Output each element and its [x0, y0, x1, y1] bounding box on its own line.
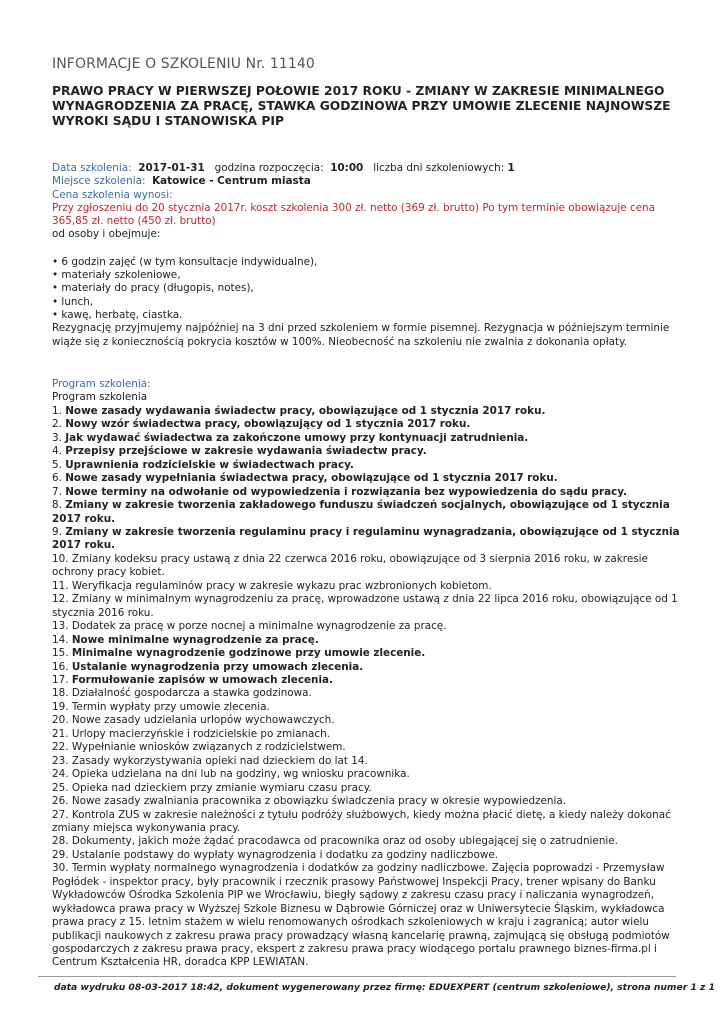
price-text: Przy zgłoszeniu do 20 stycznia 2017r. koszt szkolenia 300 zł. netto (369 zł. brutto) Po tym terminie obowiązuje cena 365,85 zł. netto (450 zł. brutto): [52, 201, 656, 228]
program-item-number: 5.: [52, 458, 62, 471]
program-item-number: 17.: [52, 673, 69, 686]
footer-divider: [38, 976, 676, 977]
includes-item: • 6 godzin zajęć (w tym konsultacje indywidualne),: [52, 255, 318, 268]
program-item-text: Kontrola ZUS w zakresie należności z tytułu podróży służbowych, kiedy można płacić dietę, a kiedy należy dokonać zmiany miejsca wykonywania pracy.: [52, 808, 671, 834]
program-section: [52, 378, 680, 970]
program-item: [52, 486, 680, 499]
program-item: [52, 593, 680, 620]
date-value: 2017-01-31: [138, 162, 205, 174]
program-item-text: Działalność gospodarcza a stawka godzinowa.: [71, 687, 312, 700]
program-item: [52, 728, 680, 741]
includes-item: • materiały szkoleniowe,: [52, 269, 181, 282]
start-value: 10:00: [330, 162, 364, 174]
course-title: PRAWO PRACY W PIERWSZEJ POŁOWIE 2017 ROKU - ZMIANY W ZAKRESIE MINIMALNEGO WYNAGRODZENIA ZA PRACĘ, STAWKA GODZINOWA PRZY UMOWIE ZLECENIE NAJNOWSZE WYROKI SĄDU I STANOWISKA PIP: [52, 84, 671, 128]
program-item-text: Zasady wykorzystywania opieki nad dzieckiem do lat 14.: [71, 754, 368, 767]
program-item-text: Zmiany w zakresie tworzenia regulaminu pracy i regulaminu wynagradzania, obowiązujące od 1 stycznia 2017 roku.: [52, 525, 680, 552]
includes-item: • materiały do pracy (długopis, notes),: [52, 282, 254, 295]
program-item: [52, 782, 680, 795]
program-item: [52, 714, 680, 727]
price-suffix: od osoby i obejmuje:: [52, 228, 161, 241]
program-item-text: Termin wypłaty normalnego wynagrodzenia i dodatków za godziny nadliczbowe. Zajęcia poprowadzi - Przemysław Pogłódek - inspektor pracy, były pracownik i rzecznik prasowy Państwowej Inspekcji Pracy, trener wpisany do Banku Wykładowców Ośrodka Szkolenia PIP we Wrocławiu, biegły sądowy z zakresu czasu pracy i naliczania wynagrodzeń, wykładowca prawa pracy w Wyższej Szkole Biznesu w Dąbrowie Górniczej oraz w Uniwersytecie Śląskim, wykładowca prawa pracy z 15. letnim stażem w wielu renomowanych ośrodkach szkoleniowych w kraju i zagranicą; autor wielu publikacji naukowych z zakresu prawa pracy prowadzący własną kancelarię prawną, zajmującą się obsługą podmiotów gospodarczych z zakresu prawa pracy, ekspert z zakresu prawa pracy wiodącego portalu prawnego biznes-firma.pl i Centrum Kształcenia HR, doradca KPP LEWIATAN.: [52, 862, 670, 969]
print-footer: data wydruku 08-03-2017 18:42, dokument wygenerowany przez firmę: EDUEXPERT (centrum szkoleniowe), strona numer 1 z 1: [53, 982, 715, 993]
includes-item: • kawę, herbatę, ciastka.: [52, 308, 183, 321]
program-item-text: Nowe minimalne wynagrodzenie za pracę.: [71, 633, 319, 646]
program-item-number: 25.: [52, 781, 69, 794]
program-item: [52, 701, 680, 714]
program-item-text: Nowe zasady wypełniania świadectwa pracy, obowiązujące od 1 stycznia 2017 roku.: [65, 472, 558, 485]
program-item-text: Jak wydawać świadectwa za zakończone umowy przy kontynuacji zatrudnienia.: [65, 431, 529, 444]
program-item-text: Urlopy macierzyńskie i rodzicielskie po zmianach.: [71, 727, 331, 740]
program-item-number: 12.: [52, 593, 69, 606]
program-item-number: 19.: [52, 700, 69, 713]
program-item-text: Minimalne wynagrodzenie godzinowe przy umowie zlecenie.: [71, 647, 426, 660]
date-row: [52, 162, 680, 175]
price-label: Cena szkolenia wynosi:: [52, 188, 173, 201]
program-item-text: Zmiany w zakresie tworzenia zakładowego funduszu świadczeń socjalnych, obowiązujące od 1 stycznia 2017 roku.: [52, 499, 670, 525]
program-item-number: 9.: [52, 525, 62, 538]
program-label: Program szkolenia:: [52, 378, 151, 390]
place-label: Miejsce szkolenia:: [52, 175, 146, 188]
resignation-text: Rezygnację przyjmujemy najpóźniej na 3 dni przed szkoleniem w formie pisemnej. Rezygnacja w późniejszym terminie wiąże się z koniecznością pokrycia kosztów w 100%. Nieobecność na szkoleniu nie zwalnia z dokonania opłaty.: [52, 322, 670, 348]
program-item: [52, 809, 680, 836]
program-item-text: Zmiany w minimalnym wynagrodzeniu za pracę, wprowadzone ustawą z dnia 22 lipca 2016 roku, obowiązujące od 1 stycznia 2016 roku.: [52, 593, 678, 619]
program-item: [52, 459, 680, 472]
program-item: [52, 741, 680, 754]
program-item: [52, 418, 680, 431]
includes-item: • lunch,: [52, 295, 94, 308]
program-item-number: 8.: [52, 499, 62, 512]
program-item: [52, 755, 680, 768]
program-item-number: 13.: [52, 620, 69, 633]
program-item: [52, 862, 680, 970]
program-item: [52, 674, 680, 687]
program-item-text: Zmiany kodeksu pracy ustawą z dnia 22 czerwca 2016 roku, obowiązujące od 3 sierpnia 2016 roku, w zakresie ochrony pracy kobiet.: [52, 552, 648, 579]
program-item-text: Nowe zasady udzielania urlopów wychowawczych.: [71, 714, 335, 727]
program-item-number: 4.: [52, 445, 62, 458]
includes-list: [52, 256, 680, 322]
program-item: [52, 661, 680, 674]
program-item: [52, 620, 680, 633]
program-item: [52, 647, 680, 660]
program-item-text: Opieka udzielana na dni lub na godziny, wg wniosku pracownika.: [71, 768, 410, 781]
program-item-number: 22.: [52, 741, 69, 754]
program-item-text: Nowy wzór świadectwa pracy, obowiązujący od 1 stycznia 2017 roku.: [65, 418, 471, 431]
program-item: [52, 580, 680, 593]
days-value: 1: [507, 162, 515, 174]
program-item-text: Nowe zasady zwalniania pracownika z obowiązku świadczenia pracy w okresie wypowiedzenia.: [71, 795, 567, 808]
program-item: [52, 499, 680, 526]
program-item: [52, 553, 680, 580]
program-item-text: Wypełnianie wniosków związanych z rodzicielstwem.: [71, 741, 346, 754]
program-item: [52, 405, 680, 418]
program-item-number: 21.: [52, 727, 69, 740]
program-item-text: Ustalanie podstawy do wypłaty wynagrodzenia i dodatku za godziny nadliczbowe.: [71, 848, 499, 861]
program-item-number: 10.: [52, 552, 69, 565]
program-item-number: 29.: [52, 848, 69, 861]
program-item: [52, 526, 680, 553]
training-info: [52, 162, 680, 349]
program-list: [52, 405, 680, 970]
program-item-number: 7.: [52, 485, 62, 498]
program-item-text: Dokumenty, jakich może żądać pracodawca od pracownika oraz od osoby ubiegającej się o zatrudnienie.: [71, 835, 618, 848]
days-label: liczba dni szkoleniowych:: [373, 162, 505, 174]
program-item: [52, 432, 680, 445]
program-item-text: Uprawnienia rodzicielskie w świadectwach pracy.: [65, 458, 354, 471]
program-item: [52, 835, 680, 848]
program-item: [52, 795, 680, 808]
program-item-text: Przepisy przejściowe w zakresie wydawania świadectw pracy.: [65, 445, 427, 458]
program-item-number: 2.: [52, 418, 62, 431]
date-label: Data szkolenia:: [52, 162, 132, 174]
program-item-number: 24.: [52, 768, 69, 781]
program-item-text: Weryfikacja regulaminów pracy w zakresie wykazu prac wzbronionych kobietom.: [71, 579, 492, 592]
program-item-number: 3.: [52, 431, 62, 444]
program-item-number: 6.: [52, 472, 62, 485]
program-subtitle: Program szkolenia: [52, 391, 148, 404]
program-item: [52, 472, 680, 485]
program-item-text: Nowe terminy na odwołanie od wypowiedzenia i rozwiązania bez wypowiedzenia do sądu pracy.: [65, 485, 628, 498]
program-item-number: 11.: [52, 579, 69, 592]
program-item-text: Ustalanie wynagrodzenia przy umowach zlecenia.: [71, 660, 364, 673]
program-item-number: 28.: [52, 835, 69, 848]
program-item-text: Formułowanie zapisów w umowach zlecenia.: [71, 673, 333, 686]
program-item-number: 1.: [52, 404, 62, 417]
document-heading: INFORMACJE O SZKOLENIU Nr. 11140: [52, 56, 315, 72]
program-item-number: 16.: [52, 660, 69, 673]
place-value: Katowice - Centrum miasta: [152, 175, 311, 188]
program-item-text: Termin wypłaty przy umowie zlecenia.: [71, 700, 270, 713]
program-item-number: 27.: [52, 808, 69, 821]
program-item-number: 15.: [52, 647, 69, 660]
place-row: [52, 175, 680, 188]
program-item-number: 26.: [52, 795, 69, 808]
program-item-number: 18.: [52, 687, 69, 700]
program-item-text: Dodatek za pracę w porze nocnej a minimalne wynagrodzenie za pracę.: [71, 620, 447, 633]
program-item: [52, 768, 680, 781]
program-item: [52, 687, 680, 700]
program-item-text: Opieka nad dzieckiem przy zmianie wymiaru czasu pracy.: [71, 781, 372, 794]
program-item-text: Nowe zasady wydawania świadectw pracy, obowiązujące od 1 stycznia 2017 roku.: [65, 404, 546, 417]
program-item: [52, 849, 680, 862]
program-item-number: 23.: [52, 754, 69, 767]
program-item-number: 30.: [52, 862, 69, 875]
program-item: [52, 634, 680, 647]
program-item: [52, 445, 680, 458]
start-label: godzina rozpoczęcia:: [214, 162, 324, 174]
program-item-number: 20.: [52, 714, 69, 727]
program-item-number: 14.: [52, 633, 69, 646]
